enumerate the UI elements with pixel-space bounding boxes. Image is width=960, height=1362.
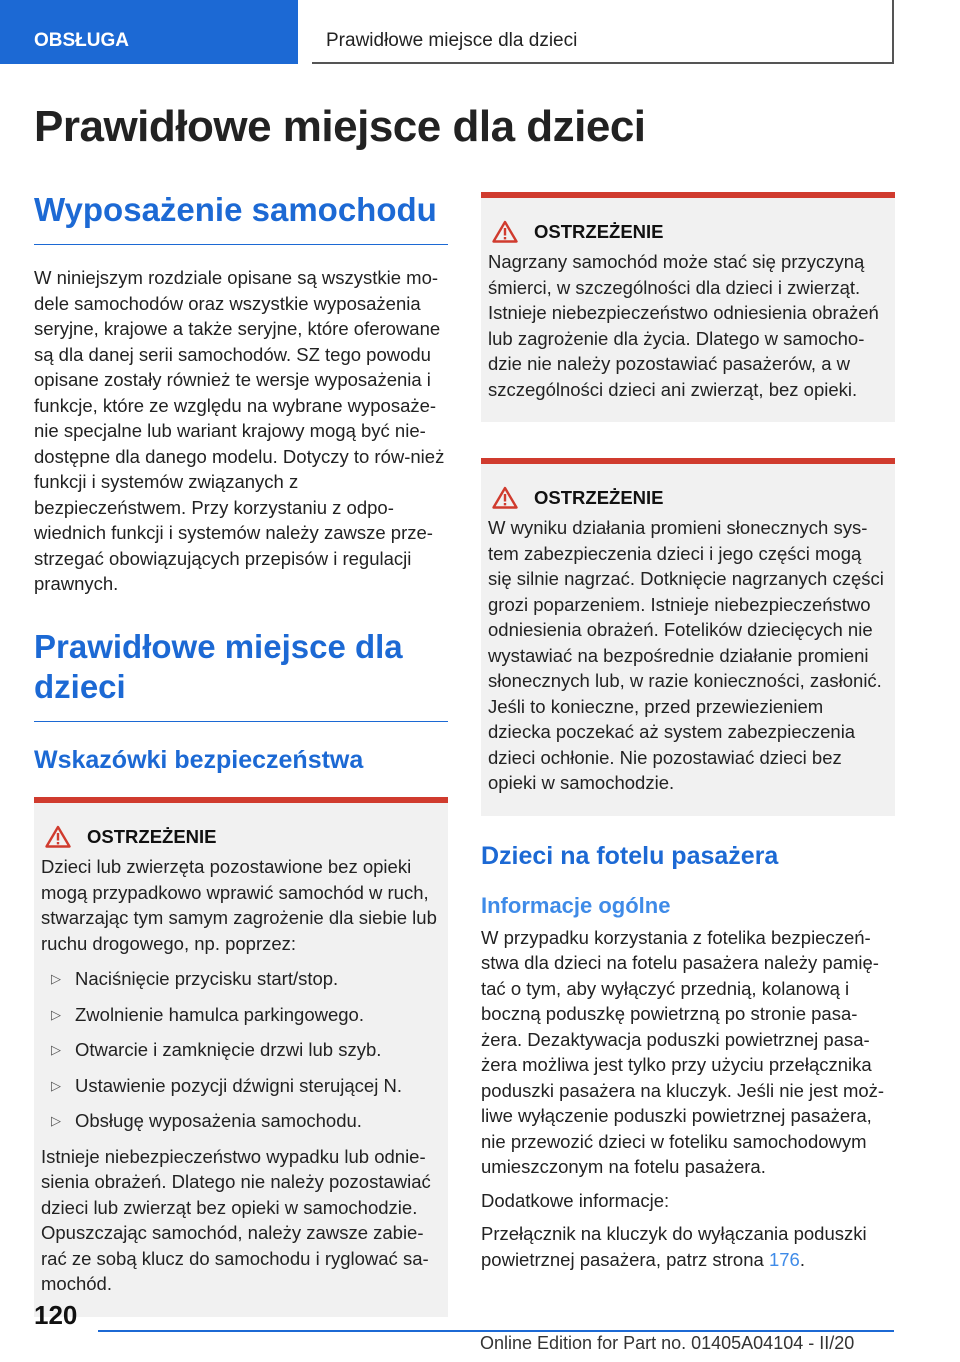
bullet-triangle-icon: ▷ [51,1042,61,1058]
bullet-triangle-icon: ▷ [51,1113,61,1129]
footer-edition: Online Edition for Part no. 01405A04104 - II/20 [480,1333,855,1353]
warning-header [41,825,441,848]
list-item: ▷ Ustawienie pozycji dźwigni sterującej N. [41,1073,441,1099]
right-column [481,192,895,1272]
page-number: 120 [34,1300,78,1330]
warning-label: OSTRZEŻENIE [534,486,664,508]
equipment-text: W niniejszym rozdziale opisane są wszystkie mo-dele samochodów oraz wszystkie wyposażenia seryjne, krajowe a także seryjne, które oferowane są dla danej serii samochodów. SZ tego powodu opisane zostały również te wersje wyposażenia i funkcje, które ze względu na wybrane wyposaże-nie specjalne lub wariant krajowy mogą być nie-dostępne dla danego modelu. Dotyczy to rów-nież funkcji i systemów związanych z bezpieczeństwem. Przy korzystaniu z odpo-wiednich funkcji i systemów należy zawsze prze-strzegać obowiązujących przepisów i regulacji prawnych. [34,267,445,595]
left-column [34,190,448,1317]
warning-triangle-icon [492,486,518,509]
additional-label: Dodatkowe informacje: [481,1189,670,1211]
general-text: W przypadku korzystania z fotelika bezpieczeń-stwa dla dzieci na fotelu pasażera należy pamię-tać o tym, aby wyłączyć przednią, kolanową i boczną poduszkę powietrzną po stronie pasa-żera. Dezaktywacja poduszki powietrznej pasa-żera możliwa jest tylko przy użyciu przełącznika poduszki pasażera na kluczyk. Jeśli nie jest moż-liwe wyłączenie poduszki powietrznej pasażera, nie przewozić dzieci w foteliku samochodowym umieszczonym na fotelu pasażera. [481,926,885,1177]
page-title: Prawidłowe miejsce dla dzieci [34,102,646,151]
warning-intro: Dzieci lub zwierzęta pozostawione bez opieki mogą przypadkowo wprawić samochód w ruch, stwarzając tym samym zagrożenie dla siebie lub ruchu drogowego, np. poprzez: [41,856,437,954]
warning-box-sun [481,458,895,816]
warning-bullet-list [41,966,441,1134]
breadcrumb-label: Prawidłowe miejsce dla dzieci [326,30,578,51]
safety-heading: Wskazówki bezpieczeństwa [34,746,364,775]
bullet-triangle-icon: ▷ [51,971,61,987]
warning-outro: Istnieje niebezpieczeństwo wypadku lub odnie-sienia obrażeń. Dlatego nie należy pozostawiać dzieci lub zwierząt bez opieki w samochodzie. Opuszczając samochód, należy zawsze zabie-rać ze sobą klucz do samochodu i ryglować sa-mochód. [41,1145,431,1295]
warning-box-children [34,797,448,1317]
list-item: ▷ Obsługę wyposażenia samochodu. [41,1108,441,1134]
list-item: ▷ Zwolnienie hamulca parkingowego. [41,1002,441,1028]
warning-header [488,220,888,243]
warning-text: Nagrzany samochód może stać się przyczyną śmierci, w szczególności dla dzieci i zwierząt. Istnieje niebezpieczeństwo odniesienia obrażeń lub zagrożenie dla życia. Dlatego w samocho-dzie nie należy pozostawiać pasażerów, a w szczególności dzieci ani zwierząt, bez opieki. [488,251,879,400]
warning-triangle-icon [492,220,518,243]
passenger-heading: Dzieci na fotelu pasażera [481,841,779,870]
equipment-heading: Wyposażenie samochodu [34,190,448,245]
bullet-triangle-icon: ▷ [51,1006,61,1022]
general-heading: Informacje ogólne [481,892,671,918]
warning-header [488,486,888,509]
bullet-triangle-icon: ▷ [51,1077,61,1093]
reference-text: Przełącznik na kluczyk do wyłączania poduszki powietrznej pasażera, patrz strona 176. [481,1223,867,1270]
list-item: ▷ Otwarcie i zamknięcie drzwi lub szyb. [41,1037,441,1063]
warning-label: OSTRZEŻENIE [534,220,664,242]
page-reference-link[interactable]: 176 [768,1248,800,1270]
place-heading: Prawidłowe miejsce dla dzieci [34,627,448,723]
footer-divider [98,1330,894,1332]
section-tab-label: OBSŁUGA [34,30,129,51]
warning-triangle-icon [45,825,71,848]
warning-label: OSTRZEŻENIE [87,825,217,847]
section-tab[interactable] [0,0,298,64]
warning-box-heat [481,192,895,422]
list-item: ▷ Naciśnięcie przycisku start/stop. [41,966,441,992]
warning-text: W wyniku działania promieni słonecznych sys-tem zabezpieczenia dzieci i jego części mogą się silnie nagrzać. Dotknięcie nagrzanych części grozi poparzeniem. Istnieje niebezpieczeństwo odniesienia obrażeń. Fotelików dziecięcych nie wystawiać na bezpośrednie działanie promieni słonecznych lub, w razie konieczności, zasłonić. Jeśli to konieczne, przed przewiezieniem dziecka poczekać aż system zabezpieczenia dzieci ochłonie. Nie pozostawiać dzieci bez opieki w samochodzie. [488,517,884,793]
breadcrumb [312,0,894,64]
